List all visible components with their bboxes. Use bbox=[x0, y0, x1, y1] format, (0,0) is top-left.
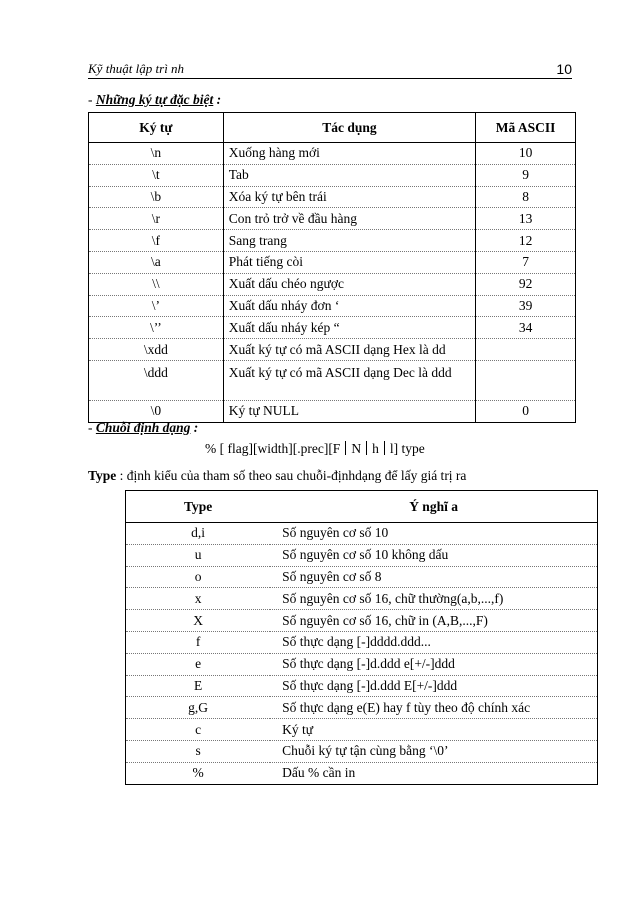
effect-cell: Xuất ký tự có mã ASCII dạng Dec là ddd bbox=[223, 360, 475, 400]
effect-cell: Xuất dấu nháy đơn ‘ bbox=[223, 295, 475, 317]
column-header: Type bbox=[126, 491, 271, 523]
vertical-bar bbox=[345, 441, 346, 455]
effect-cell: Xuất dấu chéo ngược bbox=[223, 273, 475, 295]
meaning-cell: Số thực dạng e(E) hay f tùy theo độ chính xác bbox=[270, 697, 597, 719]
table-row bbox=[126, 566, 598, 588]
table-row bbox=[126, 697, 598, 719]
type-cell: X bbox=[126, 610, 271, 632]
char-cell: \’’ bbox=[89, 317, 224, 339]
ascii-cell: 0 bbox=[522, 403, 529, 419]
format-part: l] type bbox=[389, 441, 425, 456]
ascii-cell: 9 bbox=[476, 164, 576, 186]
char-cell: \t bbox=[89, 164, 224, 186]
format-part: h bbox=[372, 441, 379, 456]
ascii-cell: 12 bbox=[476, 230, 576, 252]
table-row bbox=[89, 400, 576, 422]
page-header bbox=[88, 58, 572, 79]
effect-cell: Xuất ký tự có mã ASCII dạng Hex là dd bbox=[223, 339, 475, 361]
table-row bbox=[89, 339, 576, 361]
char-cell: \\ bbox=[89, 273, 224, 295]
meaning-cell: Số thực dạng [-]dddd.ddd... bbox=[270, 631, 597, 653]
char-cell: \b bbox=[89, 186, 224, 208]
meaning-cell: Số nguyên cơ số 10 bbox=[270, 523, 597, 545]
column-header: Mã ASCII bbox=[476, 113, 576, 143]
ascii-cell: 8 bbox=[476, 186, 576, 208]
meaning-cell: Dấu % cần in bbox=[282, 765, 356, 781]
meaning-cell: Số nguyên cơ số 8 bbox=[270, 566, 597, 588]
char-cell: \a bbox=[89, 251, 224, 273]
type-cell: g,G bbox=[126, 697, 271, 719]
meaning-cell: Chuỗi ký tự tận cùng bằng ‘\0’ bbox=[270, 740, 597, 762]
section-heading-format-string bbox=[88, 420, 198, 436]
header-title: Kỹ thuật lập trì nh bbox=[88, 61, 185, 76]
effect-cell: Xuất dấu nháy kép “ bbox=[223, 317, 475, 339]
section-heading-special-chars bbox=[88, 92, 221, 108]
table-row bbox=[126, 523, 598, 545]
heading-suffix: : bbox=[190, 420, 199, 435]
table-row bbox=[126, 740, 598, 762]
type-text: : định kiểu của tham số theo sau chuỗi-địnhdạng để lấy giá trị ra bbox=[116, 468, 467, 483]
type-label: Type bbox=[88, 468, 117, 483]
table-row bbox=[89, 230, 576, 252]
table-row bbox=[89, 295, 576, 317]
table-row bbox=[126, 631, 598, 653]
table-row bbox=[126, 544, 598, 566]
effect-cell: Sang trang bbox=[223, 230, 475, 252]
ascii-cell bbox=[476, 339, 576, 361]
table-row bbox=[89, 273, 576, 295]
meaning-cell: Số thực dạng [-]d.ddd e[+/-]ddd bbox=[270, 653, 597, 675]
format-string-syntax bbox=[205, 441, 425, 457]
table-row bbox=[89, 164, 576, 186]
effect-cell: Ký tự NULL bbox=[223, 400, 475, 422]
table-row bbox=[126, 653, 598, 675]
meaning-cell: Số nguyên cơ số 16, chữ thường(a,b,...,f) bbox=[270, 588, 597, 610]
type-cell: d,i bbox=[126, 523, 271, 545]
type-cell: o bbox=[126, 566, 271, 588]
table-row bbox=[126, 610, 598, 632]
char-cell: \xdd bbox=[89, 339, 224, 361]
char-cell: \r bbox=[89, 208, 224, 230]
meaning-cell: Số nguyên cơ số 10 không dấu bbox=[270, 544, 597, 566]
escape-chars-table bbox=[88, 112, 576, 423]
column-header: Ý nghĩ a bbox=[270, 491, 597, 523]
column-header: Tác dụng bbox=[223, 113, 475, 143]
ascii-cell: 7 bbox=[476, 251, 576, 273]
format-types-table bbox=[125, 490, 598, 785]
table-row bbox=[126, 762, 598, 784]
vertical-bar bbox=[366, 441, 367, 455]
heading-suffix: : bbox=[213, 92, 222, 107]
meaning-cell: Số thực dạng [-]d.ddd E[+/-]ddd bbox=[270, 675, 597, 697]
table-header-row bbox=[126, 491, 598, 523]
table-row bbox=[89, 317, 576, 339]
ascii-cell: 13 bbox=[476, 208, 576, 230]
format-part: % [ flag][width][.prec][F bbox=[205, 441, 341, 456]
char-cell: \f bbox=[89, 230, 224, 252]
ascii-cell: 39 bbox=[476, 295, 576, 317]
ascii-cell: 34 bbox=[476, 317, 576, 339]
meaning-cell: Số nguyên cơ số 16, chữ in (A,B,...,F) bbox=[270, 610, 597, 632]
type-cell: s bbox=[126, 740, 271, 762]
effect-cell: Xuống hàng mới bbox=[223, 143, 475, 165]
heading-prefix: - bbox=[88, 420, 96, 435]
table-row bbox=[89, 208, 576, 230]
char-cell: \ddd bbox=[89, 360, 224, 400]
column-header: Ký tự bbox=[89, 113, 224, 143]
effect-cell: Tab bbox=[223, 164, 475, 186]
page-number: 10 bbox=[556, 61, 572, 77]
type-cell: E bbox=[126, 675, 271, 697]
heading-prefix: - bbox=[88, 92, 96, 107]
table-row bbox=[126, 719, 598, 741]
effect-cell: Xóa ký tự bên trái bbox=[223, 186, 475, 208]
effect-cell: Phát tiếng còi bbox=[223, 251, 475, 273]
table-row bbox=[126, 588, 598, 610]
ascii-cell: 10 bbox=[476, 143, 576, 165]
format-part: N bbox=[351, 441, 362, 456]
table-row bbox=[126, 675, 598, 697]
table-row bbox=[89, 360, 576, 400]
vertical-bar bbox=[384, 441, 385, 455]
type-cell: % bbox=[192, 765, 204, 781]
effect-cell: Con trỏ trở về đầu hàng bbox=[223, 208, 475, 230]
table-header-row bbox=[89, 113, 576, 143]
char-cell: \0 bbox=[150, 403, 162, 419]
type-cell: f bbox=[126, 631, 271, 653]
ascii-cell bbox=[476, 360, 576, 400]
meaning-cell: Ký tự bbox=[270, 719, 597, 741]
type-description bbox=[88, 468, 466, 484]
heading-text: Những ký tự đặc biệt bbox=[95, 92, 214, 107]
type-cell: e bbox=[126, 653, 271, 675]
char-cell: \’ bbox=[89, 295, 224, 317]
table-row bbox=[89, 251, 576, 273]
type-cell: u bbox=[126, 544, 271, 566]
heading-text: Chuỗi định dạng bbox=[95, 420, 191, 435]
table-row bbox=[89, 186, 576, 208]
table-row bbox=[89, 143, 576, 165]
type-cell: c bbox=[126, 719, 271, 741]
type-cell: x bbox=[126, 588, 271, 610]
char-cell: \n bbox=[89, 143, 224, 165]
ascii-cell: 92 bbox=[476, 273, 576, 295]
